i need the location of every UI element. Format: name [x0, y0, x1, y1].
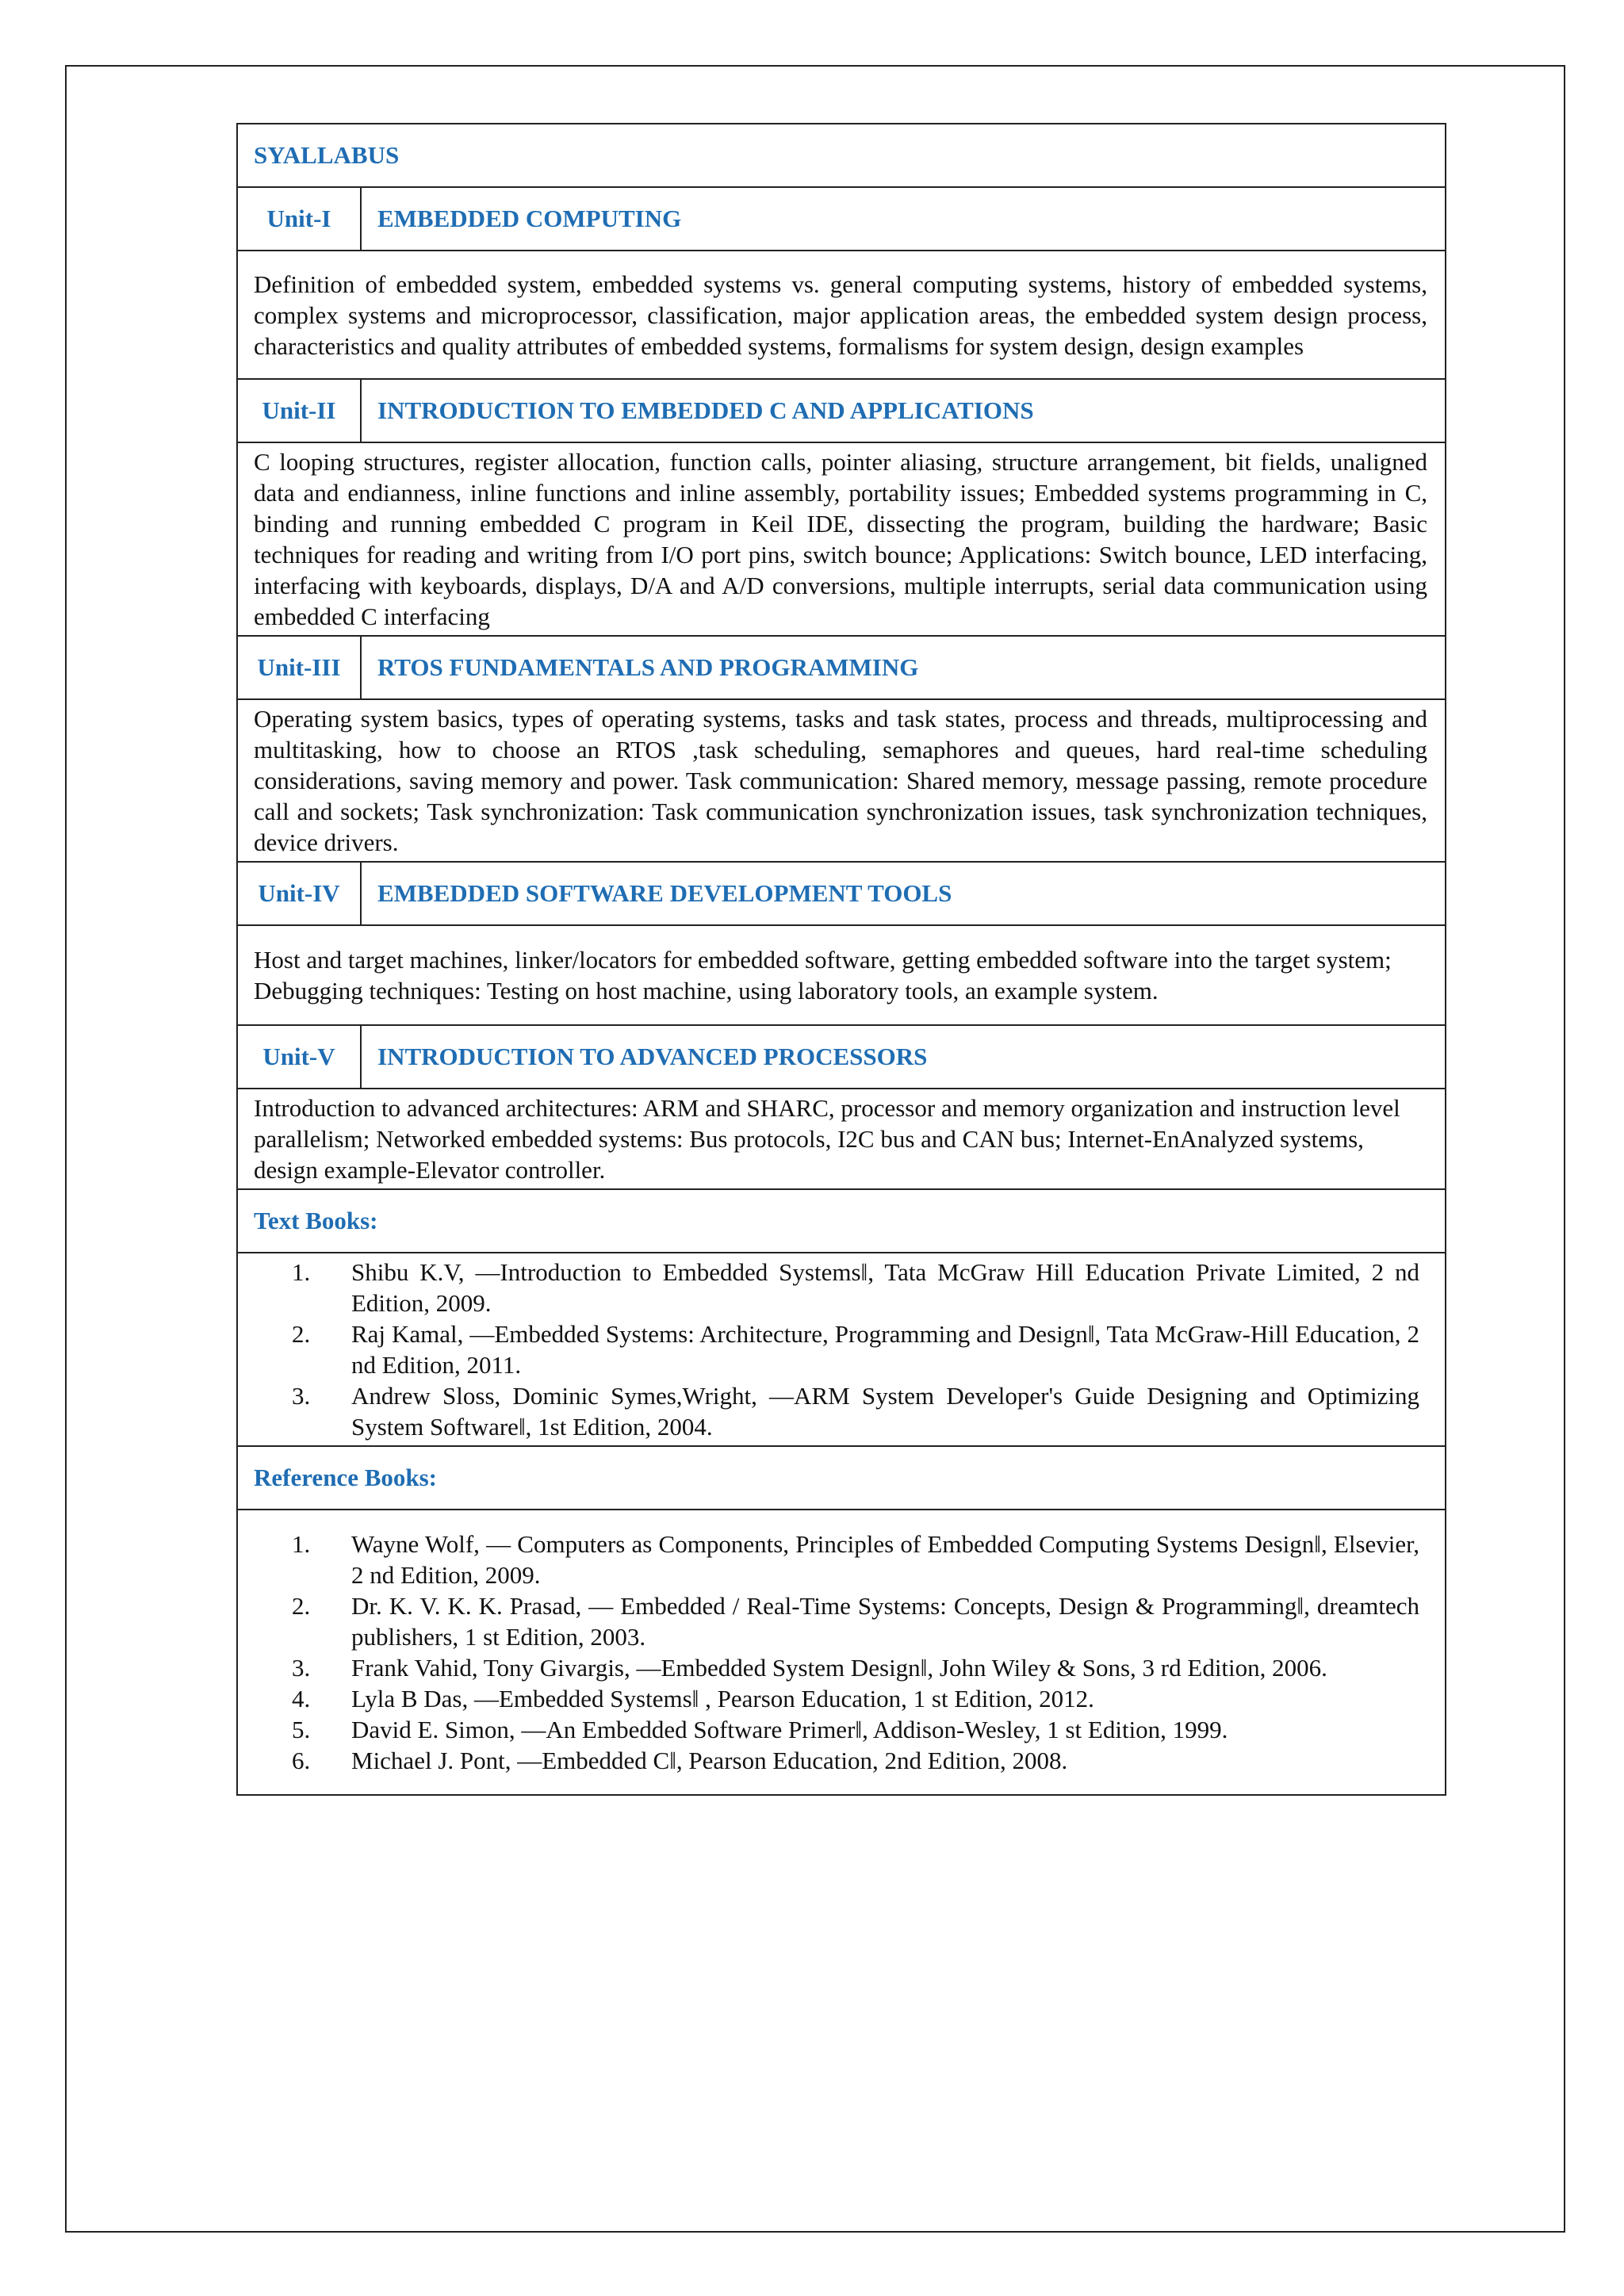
unit-3-header-row — [237, 636, 1446, 699]
list-item-text: Lyla B Das, ―Embedded Systems‖ , Pearson Education, 1 st Edition, 2012. — [351, 1685, 1094, 1712]
reference-books-list — [238, 1529, 1419, 1776]
list-item — [238, 1529, 1419, 1590]
unit-5-content: Introduction to advanced architectures: ARM and SHARC, processor and memory organization and instruction level parallelism; Networked embedded systems: Bus protocols, I2C bus and CAN bus; Internet-EnAnalyzed systems, design example-Elevator controller. — [237, 1089, 1446, 1189]
reference-books-cell — [237, 1510, 1446, 1795]
reference-books-list-row — [237, 1510, 1446, 1795]
list-item — [238, 1652, 1419, 1683]
syllabus-title-row — [237, 124, 1446, 187]
list-item-number: 2. — [292, 1320, 311, 1348]
list-item — [238, 1318, 1419, 1380]
unit-3-content-row — [237, 699, 1446, 862]
list-item — [238, 1590, 1419, 1652]
unit-1-label: Unit-I — [237, 187, 361, 251]
unit-4-header-row — [237, 862, 1446, 925]
unit-1-header-row — [237, 187, 1446, 251]
reference-books-heading: Reference Books: — [237, 1446, 1446, 1510]
text-books-cell — [237, 1253, 1446, 1446]
text-books-heading: Text Books: — [237, 1189, 1446, 1253]
list-item-number: 2. — [292, 1592, 311, 1620]
syllabus-table — [236, 123, 1446, 1796]
list-item — [238, 1714, 1419, 1745]
list-item-text: Dr. K. V. K. K. Prasad, ― Embedded / Real-Time Systems: Concepts, Design & Programming‖, dreamtech publishers, 1 st Edition, 2003. — [351, 1592, 1419, 1651]
unit-2-content: C looping structures, register allocation, function calls, pointer aliasing, structure arrangement, bit fields, unaligned data and endianness, inline functions and inline assembly, portability issues; Embedded systems programming in C, binding and running embedded C program in Keil IDE, dissecting the program, building the hardware; Basic techniques for reading and writing from I/O port pins, switch bounce; Applications: Switch bounce, LED interfacing, interfacing with keyboards, displays, D/A and A/D conversions, multiple interrupts, serial data communication using embedded C interfacing — [237, 442, 1446, 636]
unit-2-header-row — [237, 379, 1446, 442]
syllabus-title: SYALLABUS — [237, 124, 1446, 187]
unit-5-header-row — [237, 1025, 1446, 1089]
list-item — [238, 1257, 1419, 1318]
unit-2-label: Unit-II — [237, 379, 361, 442]
unit-5-content-row — [237, 1089, 1446, 1189]
unit-5-title: INTRODUCTION TO ADVANCED PROCESSORS — [361, 1025, 1446, 1089]
text-books-list-row — [237, 1253, 1446, 1446]
unit-1-title: EMBEDDED COMPUTING — [361, 187, 1446, 251]
unit-1-content-row — [237, 251, 1446, 379]
list-item-text: Shibu K.V, ―Introduction to Embedded Systems‖, Tata McGraw Hill Education Private Limited, 2 nd Edition, 2009. — [351, 1258, 1419, 1317]
text-books-list — [238, 1257, 1419, 1442]
list-item-number: 3. — [292, 1654, 311, 1682]
reference-books-header-row — [237, 1446, 1446, 1510]
list-item-number: 1. — [292, 1258, 311, 1286]
list-item-number: 1. — [292, 1530, 311, 1558]
list-item — [238, 1380, 1419, 1442]
list-item-number: 3. — [292, 1382, 311, 1410]
list-item — [238, 1683, 1419, 1714]
list-item-text: Wayne Wolf, ― Computers as Components, Principles of Embedded Computing Systems Design‖, Elsevier, 2 nd Edition, 2009. — [351, 1530, 1419, 1589]
list-item-number: 4. — [292, 1685, 311, 1712]
list-item-number: 5. — [292, 1716, 311, 1743]
unit-3-content: Operating system basics, types of operating systems, tasks and task states, process and threads, multiprocessing and multitasking, how to choose an RTOS ,task scheduling, semaphores and queues, hard real-time scheduling considerations, saving memory and power. Task communication: Shared memory, message passing, remote procedure call and sockets; Task synchronization: Task communication synchronization issues, task synchronization techniques, device drivers. — [237, 699, 1446, 862]
list-item-number: 6. — [292, 1747, 311, 1774]
unit-4-label: Unit-IV — [237, 862, 361, 925]
unit-1-content: Definition of embedded system, embedded systems vs. general computing systems, history of embedded systems, complex systems and microprocessor, classification, major application areas, the embedded system design process, characteristics and quality attributes of embedded systems, formalisms for system design, design examples — [237, 251, 1446, 379]
unit-4-content: Host and target machines, linker/locators for embedded software, getting embedded software into the target system; Debugging techniques: Testing on host machine, using laboratory tools, an example system. — [237, 925, 1446, 1025]
unit-5-label: Unit-V — [237, 1025, 361, 1089]
unit-4-title: EMBEDDED SOFTWARE DEVELOPMENT TOOLS — [361, 862, 1446, 925]
list-item-text: David E. Simon, ―An Embedded Software Primer‖, Addison-Wesley, 1 st Edition, 1999. — [351, 1716, 1228, 1743]
unit-2-content-row — [237, 442, 1446, 636]
list-item-text: Michael J. Pont, ―Embedded C‖, Pearson Education, 2nd Edition, 2008. — [351, 1747, 1068, 1774]
list-item-text: Andrew Sloss, Dominic Symes,Wright, ―ARM System Developer's Guide Designing and Optimizing System Software‖, 1st Edition, 2004. — [351, 1382, 1419, 1441]
unit-3-title: RTOS FUNDAMENTALS AND PROGRAMMING — [361, 636, 1446, 699]
unit-2-title: INTRODUCTION TO EMBEDDED C AND APPLICATIONS — [361, 379, 1446, 442]
text-books-header-row — [237, 1189, 1446, 1253]
list-item-text: Frank Vahid, Tony Givargis, ―Embedded System Design‖, John Wiley & Sons, 3 rd Edition, 2006. — [351, 1654, 1327, 1682]
list-item-text: Raj Kamal, ―Embedded Systems: Architecture, Programming and Design‖, Tata McGraw-Hill Education, 2 nd Edition, 2011. — [351, 1320, 1419, 1379]
unit-3-label: Unit-III — [237, 636, 361, 699]
unit-4-content-row — [237, 925, 1446, 1025]
list-item — [238, 1745, 1419, 1776]
